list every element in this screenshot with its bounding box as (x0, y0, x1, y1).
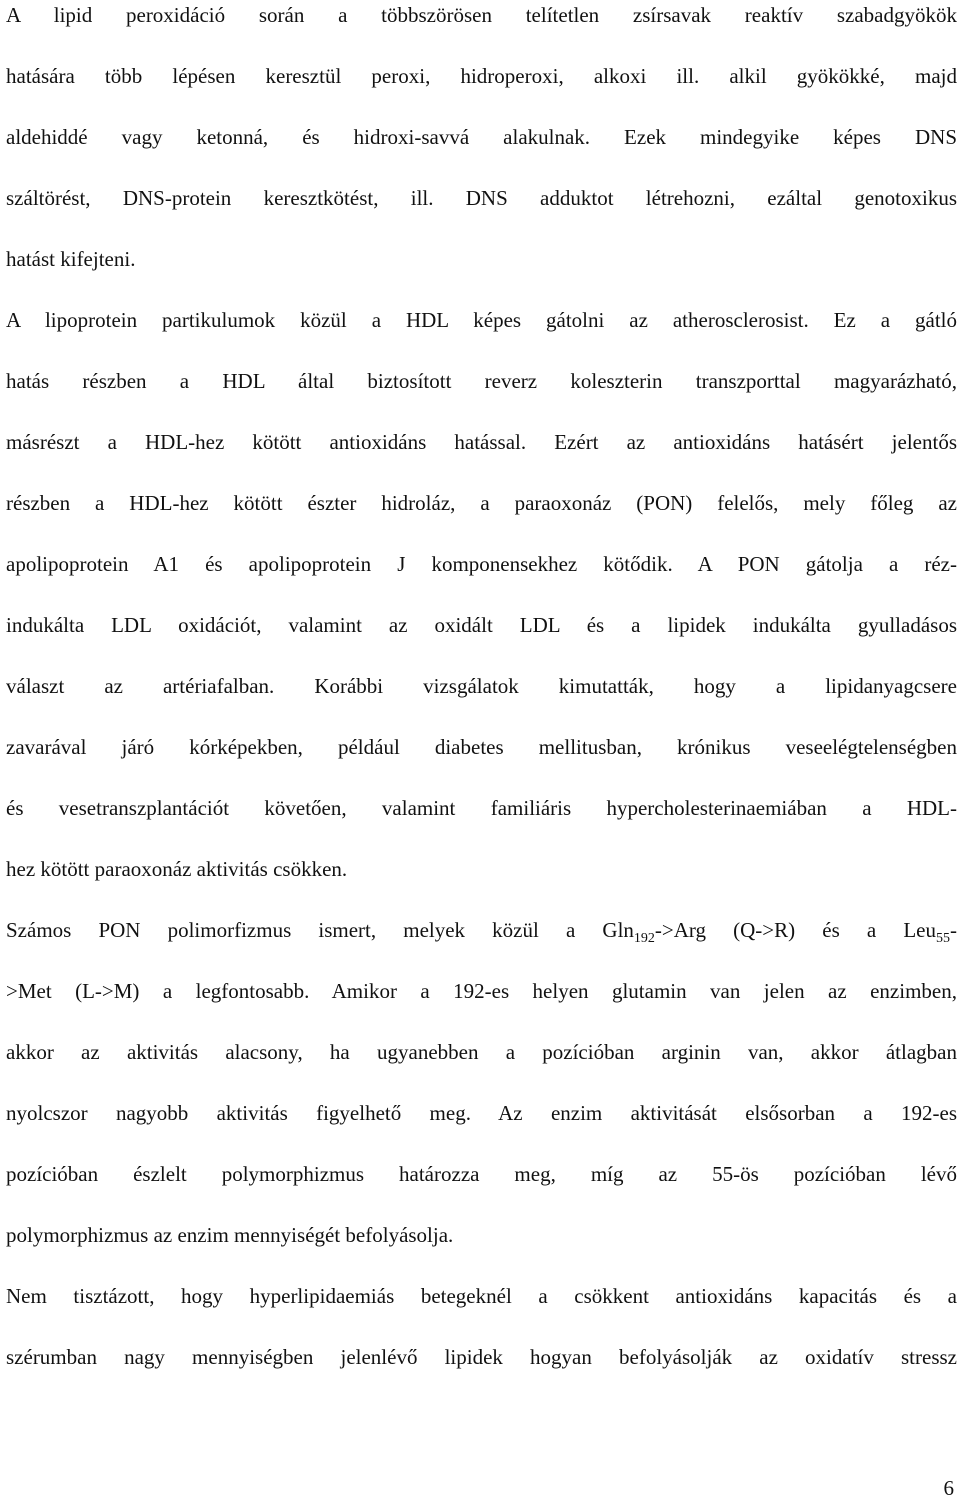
text-line: pozícióban észlelt polymorphizmus határozza meg, míg az 55-ös pozícióban lévő (6, 1162, 957, 1186)
text-line: és vesetranszplantációt követően, valamint familiáris hypercholesterinaemiában a HDL- (6, 796, 957, 820)
subscript: 55 (936, 931, 950, 946)
text-line: A lipid peroxidáció során a többszörösen telítetlen zsírsavak reaktív szabadgyökök (6, 3, 957, 27)
text-line: aldehiddé vagy ketonná, és hidroxi-savvá alakulnak. Ezek mindegyike képes DNS (6, 125, 957, 149)
subscript: 192 (633, 931, 655, 946)
text-line: Nem tisztázott, hogy hyperlipidaemiás betegeknél a csökkent antioxidáns kapacitás és a (6, 1284, 957, 1308)
text-line: választ az artériafalban. Korábbi vizsgálatok kimutatták, hogy a lipidanyagcsere (6, 674, 957, 698)
text-segment: - (950, 918, 957, 942)
text-line: száltörést, DNS-protein keresztkötést, ill. DNS adduktot létrehozni, ezáltal genotoxikus (6, 186, 957, 210)
text-line: hatás részben a HDL által biztosított reverz koleszterin transzporttal magyarázható, (6, 369, 957, 393)
text-line: hatást kifejteni. (6, 247, 136, 271)
text-line: A lipoprotein partikulumok közül a HDL képes gátolni az atherosclerosist. Ez a gátló (6, 308, 957, 332)
text-line: szérumban nagy mennyiségben jelenlévő lipidek hogyan befolyásolják az oxidatív stressz (6, 1345, 957, 1369)
page-number: 6 (943, 1476, 954, 1500)
text-line: indukálta LDL oxidációt, valamint az oxidált LDL és a lipidek indukálta gyulladásos (6, 613, 957, 637)
text-segment: ->Arg (Q->R) és a Leu (654, 918, 936, 942)
text-line: hez kötött paraoxonáz aktivitás csökken. (6, 857, 348, 881)
text-line: >Met (L->M) a legfontosabb. Amikor a 192-es helyen glutamin van jelen az enzimben, (6, 979, 957, 1003)
text-segment: Számos PON polimorfizmus ismert, melyek közül a Gln (6, 918, 634, 942)
text-line: apolipoprotein A1 és apolipoprotein J komponensekhez kötődik. A PON gátolja a réz- (6, 552, 957, 576)
text-line: zavarával járó kórképekben, például diabetes mellitusban, krónikus veseelégtelenségben (6, 735, 957, 759)
text-line: részben a HDL-hez kötött észter hidroláz, a paraoxonáz (PON) felelős, mely főleg az (6, 491, 957, 515)
text-line: polymorphizmus az enzim mennyiségét befolyásolja. (6, 1223, 454, 1247)
text-line-with-subscripts (6, 915, 957, 945)
text-line: nyolcszor nagyobb aktivitás figyelhető meg. Az enzim aktivitását elsősorban a 192-es (6, 1101, 957, 1125)
text-line: akkor az aktivitás alacsony, ha ugyanebben a pozícióban arginin van, akkor átlagban (6, 1040, 957, 1064)
text-line: másrészt a HDL-hez kötött antioxidáns hatással. Ezért az antioxidáns hatásért jelentős (6, 430, 957, 454)
text-line: hatására több lépésen keresztül peroxi, hidroperoxi, alkoxi ill. alkil gyökökké, majd (6, 64, 957, 88)
